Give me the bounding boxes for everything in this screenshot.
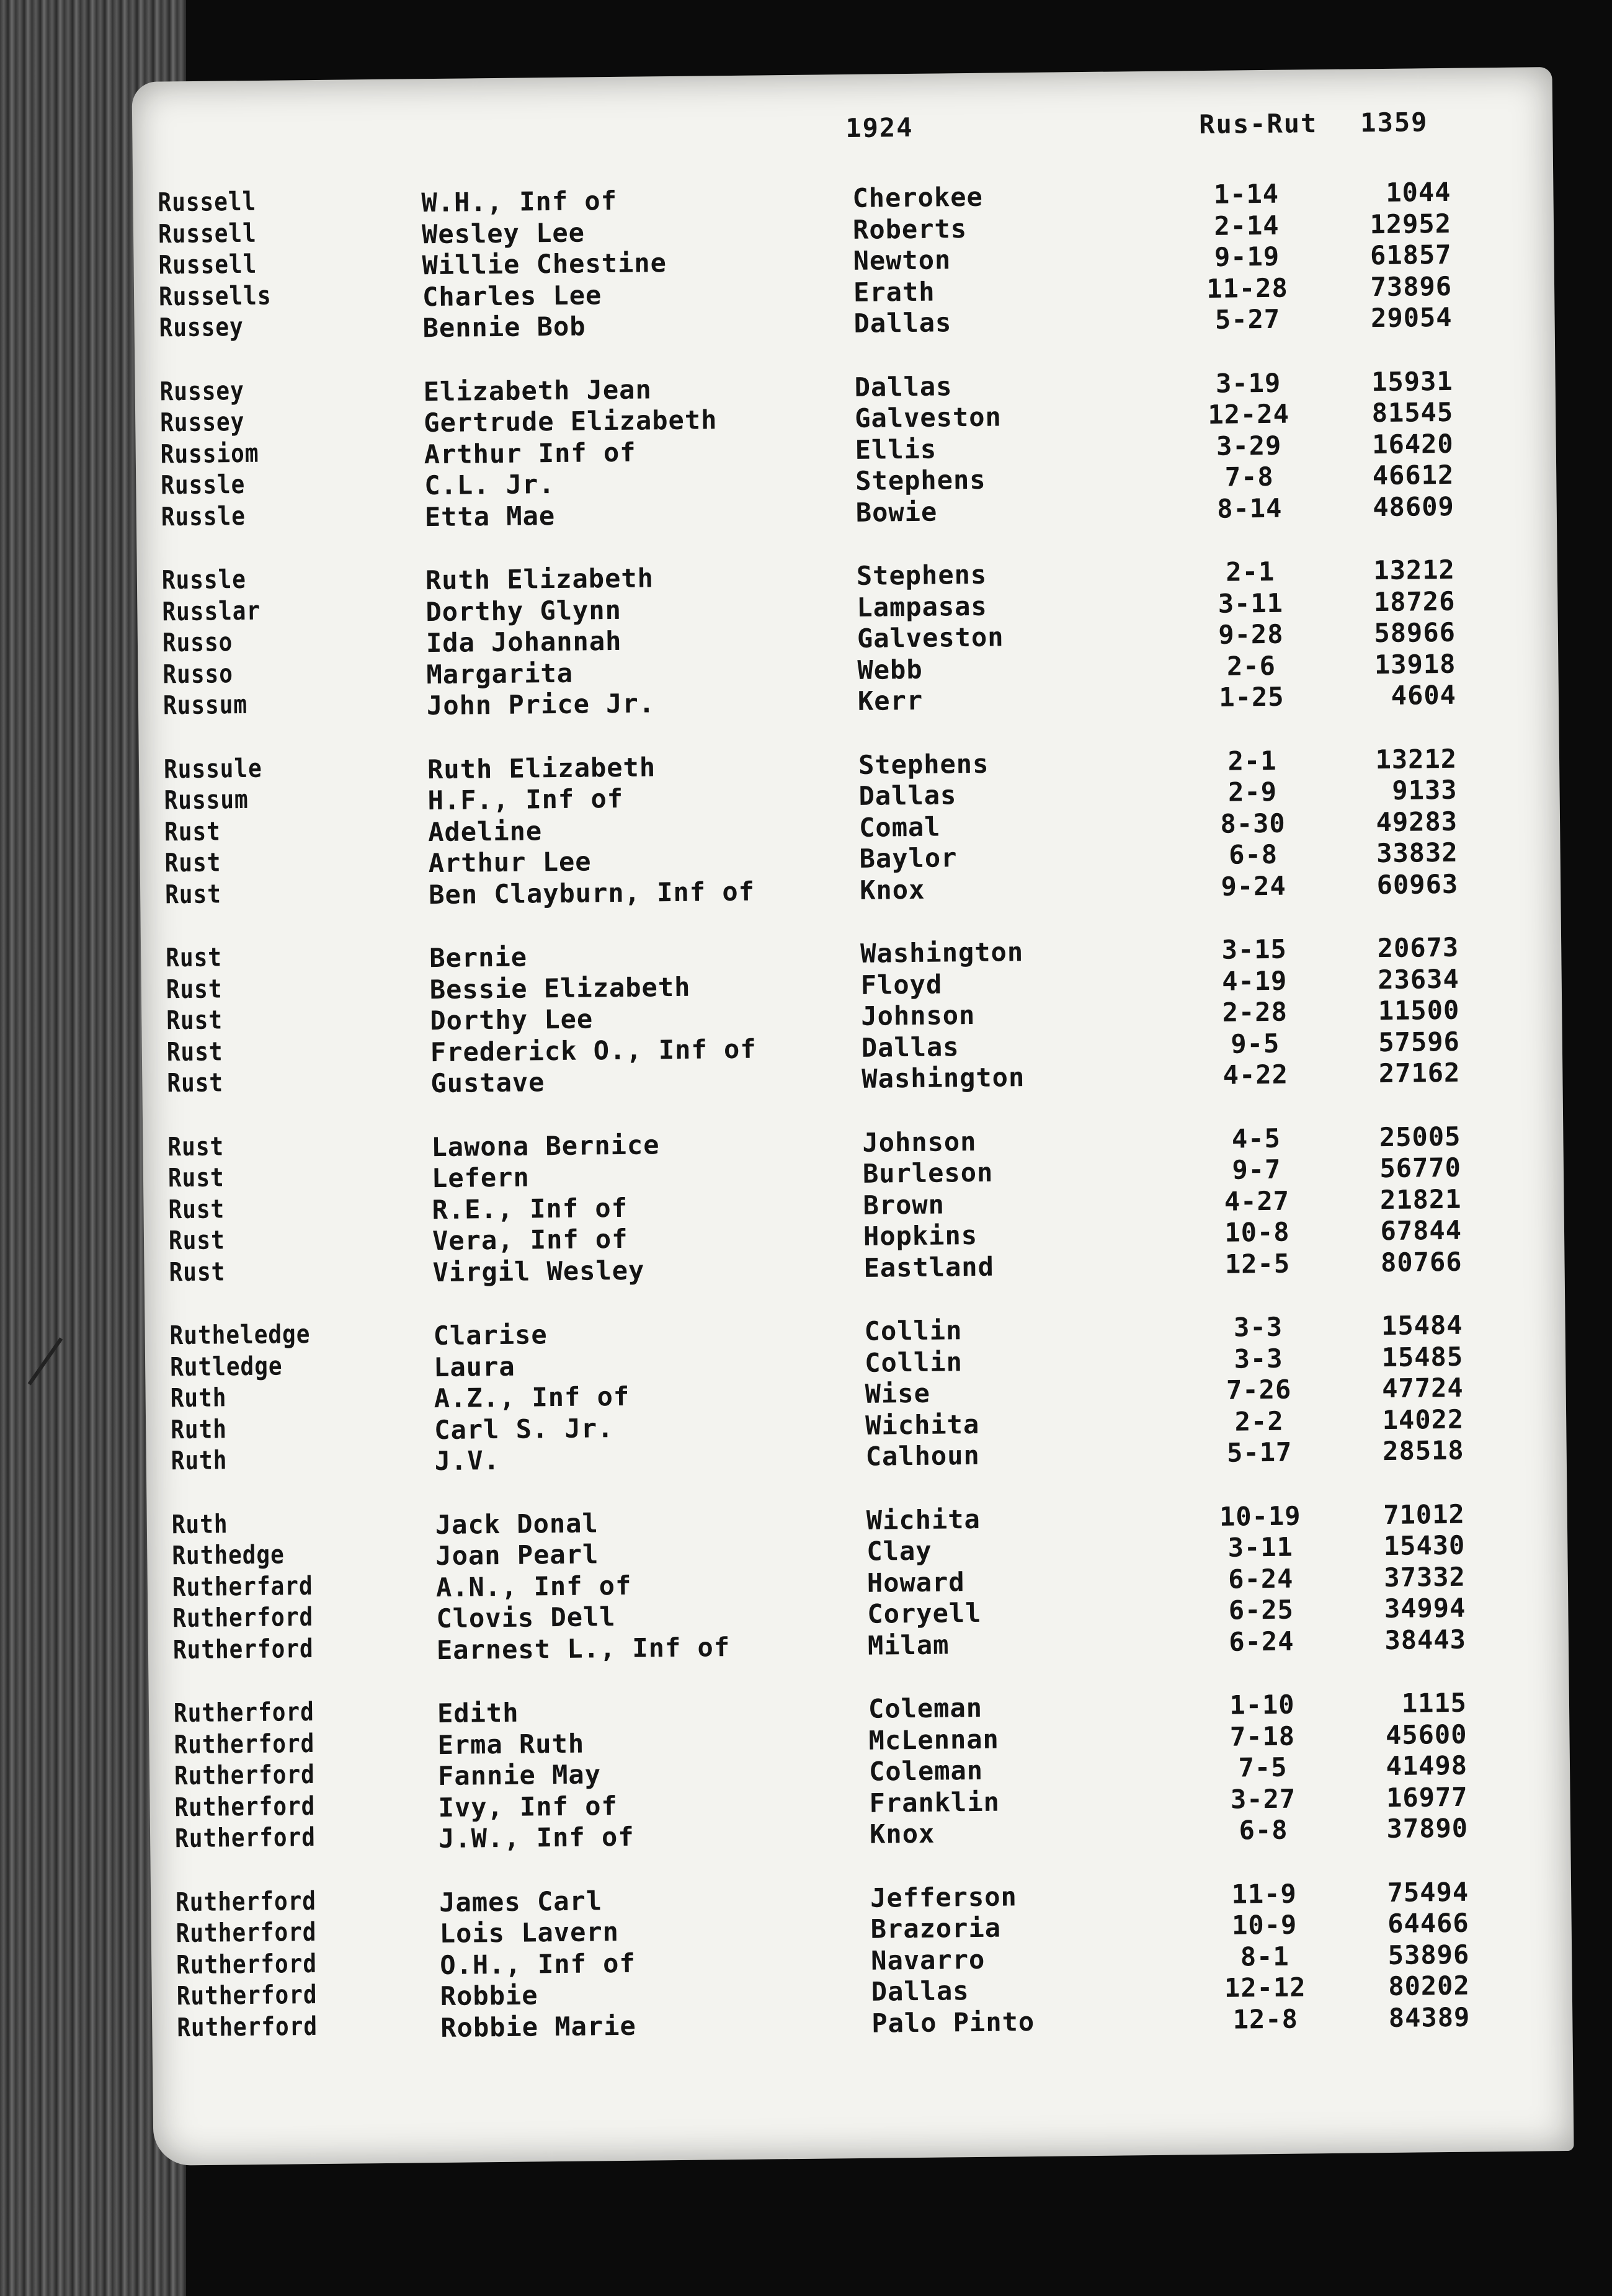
surname: Rust [166, 974, 223, 1005]
date: 2-28 [1222, 996, 1288, 1028]
surname: Ruthedge [172, 1540, 285, 1571]
county: Coryell [867, 1597, 982, 1629]
header-year: 1924 [845, 112, 914, 144]
surname: Russle [161, 501, 246, 532]
certificate-number: 15484 [1381, 1309, 1463, 1342]
surname: Russum [164, 785, 249, 816]
given-name: Arthur Inf of [424, 437, 636, 469]
surname: Rutherford [174, 1729, 315, 1760]
certificate-number: 18726 [1373, 585, 1456, 617]
county: Knox [869, 1818, 935, 1849]
county: Kerr [857, 685, 924, 716]
certificate-number: 47724 [1381, 1372, 1464, 1404]
date: 4-19 [1221, 965, 1288, 997]
county: Collin [864, 1346, 963, 1378]
surname: Ruth [171, 1510, 228, 1540]
surname: Russule [163, 754, 263, 785]
given-name: Gustave [430, 1067, 545, 1099]
surname: Rust [166, 1037, 223, 1067]
surname: Rutherford [174, 1823, 316, 1854]
given-name: Joan Pearl [435, 1539, 599, 1572]
given-name: John Price Jr. [426, 688, 656, 721]
certificate-number: 81545 [1371, 396, 1454, 429]
surname: Russey [159, 313, 244, 343]
given-name: Ida Johannah [425, 625, 622, 659]
certificate-number: 13918 [1374, 648, 1456, 680]
county: Erath [853, 276, 935, 308]
certificate-number: 46612 [1372, 459, 1454, 491]
certificate-number: 49283 [1376, 806, 1458, 837]
given-name: Arthur Lee [428, 846, 592, 879]
surname: Rutherfard [172, 1571, 313, 1603]
certificate-number: 71012 [1383, 1498, 1466, 1530]
given-name: A.Z., Inf of [434, 1381, 630, 1414]
surname: Rust [164, 848, 221, 878]
date: 9-24 [1221, 870, 1286, 902]
given-name: C.L. Jr. [424, 468, 555, 501]
certificate-number: 60963 [1376, 868, 1459, 900]
certificate-number: 20673 [1377, 932, 1459, 964]
given-name: Robbie Marie [440, 2010, 637, 2043]
county: Dallas [871, 1975, 969, 2007]
date: 11-9 [1231, 1878, 1297, 1910]
given-name: Carl S. Jr. [434, 1412, 614, 1445]
date: 4-5 [1231, 1123, 1281, 1154]
given-name: Wesley Lee [421, 216, 586, 249]
surname: Russle [161, 565, 247, 595]
given-name: Erma Ruth [437, 1728, 585, 1760]
county: Wise [865, 1377, 931, 1409]
date: 8-14 [1216, 492, 1283, 524]
surname: Rust [164, 879, 222, 910]
county: Lampasas [857, 590, 987, 623]
surname: Rust [169, 1257, 226, 1288]
certificate-number: 23634 [1378, 963, 1459, 995]
date: 2-6 [1226, 650, 1276, 682]
given-name: Lawona Bernice [431, 1129, 660, 1162]
surname: Rutherford [176, 1918, 317, 1949]
date: 3-15 [1221, 933, 1288, 965]
county: Galveston [857, 621, 1004, 654]
certificate-number: 58966 [1374, 616, 1456, 649]
date: 4-27 [1224, 1185, 1290, 1217]
certificate-number: 1044 [1386, 176, 1451, 208]
county: Howard [866, 1566, 965, 1598]
county: Stephens [856, 559, 987, 591]
surname: Russum [163, 690, 248, 721]
county: Hopkins [863, 1219, 978, 1252]
given-name: Ruth Elizabeth [427, 751, 656, 785]
date: 10-9 [1231, 1909, 1298, 1941]
given-name: Ivy, Inf of [438, 1790, 618, 1823]
surname: Rutherford [172, 1603, 314, 1634]
county: Dallas [861, 1031, 960, 1063]
certificate-number: 14022 [1382, 1404, 1464, 1435]
certificate-number: 15485 [1381, 1341, 1464, 1373]
county: Knox [859, 874, 925, 905]
county: Dallas [854, 370, 953, 403]
county: Newton [853, 244, 951, 276]
surname: Rutherford [175, 1886, 317, 1918]
county: Clay [866, 1535, 932, 1567]
certificate-number: 57596 [1378, 1026, 1461, 1057]
given-name: Bessie Elizabeth [429, 971, 691, 1005]
date: 10-19 [1219, 1500, 1301, 1532]
date: 6-24 [1228, 1563, 1294, 1595]
date: 6-8 [1228, 839, 1278, 870]
given-name: Bennie Bob [422, 311, 586, 344]
county: Ellis [855, 434, 937, 465]
date: 9-5 [1231, 1028, 1280, 1059]
surname: Rutherford [173, 1698, 315, 1729]
surname: Russey [159, 376, 244, 407]
county: Brown [863, 1188, 945, 1221]
date: 12-24 [1208, 398, 1290, 430]
certificate-number: 11500 [1378, 994, 1460, 1026]
given-name: Elizabeth Jean [423, 373, 652, 407]
date: 1-25 [1219, 681, 1285, 713]
given-name: R.E., Inf of [432, 1192, 628, 1225]
given-name: Clarise [433, 1319, 548, 1351]
surname: Russell [158, 218, 257, 249]
given-name: A.N., Inf of [435, 1570, 632, 1603]
given-name: Clovis Dell [436, 1601, 616, 1634]
certificate-number: 4604 [1391, 679, 1457, 711]
certificate-number: 80202 [1388, 1970, 1470, 2002]
surname: Russlar [162, 596, 261, 627]
given-name: Earnest L., Inf of [436, 1631, 731, 1665]
given-name: Dorthy Lee [430, 1003, 594, 1036]
county: Washington [860, 937, 1024, 969]
county: Cherokee [852, 181, 984, 213]
date: 6-25 [1228, 1594, 1294, 1626]
certificate-number: 75494 [1387, 1876, 1469, 1908]
given-name: Margarita [426, 657, 574, 690]
date: 9-19 [1214, 241, 1280, 272]
date: 3-3 [1234, 1343, 1283, 1374]
given-name: W.H., Inf of [421, 185, 618, 218]
date: 2-1 [1226, 556, 1275, 587]
surname: Russey [159, 407, 245, 438]
surname: Rust [167, 1068, 224, 1098]
county: Wichita [866, 1503, 981, 1536]
date: 6-8 [1239, 1814, 1288, 1846]
certificate-number: 33832 [1376, 837, 1458, 869]
certificate-number: 15931 [1371, 365, 1453, 397]
given-name: Edith [437, 1697, 519, 1729]
certificate-number: 38443 [1384, 1624, 1467, 1655]
surname: Rust [164, 817, 221, 847]
surname: Rust [167, 1132, 225, 1162]
county: Floyd [860, 968, 943, 1000]
certificate-number: 84389 [1388, 2001, 1471, 2033]
date: 12-12 [1224, 1972, 1306, 2003]
certificate-number: 34994 [1384, 1592, 1466, 1624]
county: Stephens [855, 464, 986, 496]
county: Galveston [854, 401, 1002, 434]
surname: Russells [158, 281, 272, 312]
date: 3-3 [1233, 1311, 1283, 1343]
county: Comal [858, 811, 941, 843]
county: Navarro [870, 1944, 986, 1976]
certificate-number: 13212 [1375, 743, 1458, 775]
surname: Rutheledge [169, 1320, 311, 1351]
given-name: Willie Chestine [422, 247, 667, 281]
certificate-number: 27162 [1378, 1057, 1461, 1089]
county: Roberts [852, 213, 968, 245]
date: 3-19 [1215, 367, 1281, 399]
surname: Russle [161, 470, 246, 501]
certificate-number: 25005 [1379, 1121, 1461, 1152]
certificate-number: 80766 [1380, 1246, 1463, 1278]
given-name: Dorthy Glynn [425, 594, 622, 627]
index-page [131, 67, 1574, 2166]
surname: Russell [158, 187, 257, 218]
county: Brazoria [870, 1912, 1002, 1944]
county: Coleman [868, 1755, 984, 1787]
given-name: Ruth Elizabeth [425, 563, 654, 596]
county: Milam [867, 1629, 950, 1661]
given-name: H.F., Inf of [427, 783, 624, 816]
county: Dallas [858, 780, 957, 811]
surname: Rust [168, 1226, 225, 1256]
date: 8-1 [1240, 1941, 1289, 1972]
date: 9-28 [1218, 618, 1284, 650]
date: 12-8 [1232, 2003, 1299, 2035]
county: Franklin [869, 1786, 1000, 1818]
county: Coleman [868, 1692, 983, 1724]
certificate-number: 73896 [1370, 270, 1453, 302]
certificate-number: 37890 [1386, 1812, 1469, 1844]
county: Wichita [865, 1408, 980, 1441]
county: Webb [857, 654, 923, 685]
surname: Russiom [160, 438, 259, 469]
certificate-number: 9133 [1392, 774, 1458, 806]
county: Dallas [853, 307, 952, 339]
given-name: Virgil Wesley [432, 1255, 645, 1288]
certificate-number: 12952 [1369, 208, 1452, 239]
date: 7-8 [1224, 461, 1274, 492]
county: Jefferson [870, 1880, 1018, 1913]
date: 8-30 [1220, 808, 1286, 839]
given-name: James Carl [439, 1885, 603, 1918]
surname: Russo [163, 659, 234, 690]
given-name: Jack Donal [435, 1507, 599, 1540]
given-name: Frederick O., Inf of [430, 1033, 757, 1067]
surname: Russell [158, 249, 257, 280]
county: Eastland [863, 1251, 995, 1283]
surname: Rutherford [174, 1791, 316, 1823]
date: 1-14 [1213, 178, 1280, 210]
certificate-number: 67844 [1380, 1214, 1463, 1247]
date: 2-14 [1214, 210, 1280, 241]
certificate-number: 28518 [1383, 1435, 1464, 1467]
date: 2-2 [1234, 1405, 1284, 1437]
certificate-number: 13212 [1373, 554, 1456, 586]
given-name: Vera, Inf of [432, 1223, 628, 1257]
header-range: Rus-Rut [1199, 108, 1318, 140]
surname: Rutherford [176, 1980, 318, 2011]
given-name: Adeline [427, 815, 543, 847]
given-name: Lefern [431, 1162, 530, 1194]
county: Johnson [862, 1126, 977, 1158]
date: 1-10 [1229, 1689, 1295, 1720]
certificate-number: 56770 [1379, 1152, 1462, 1184]
given-name: Etta Mae [424, 500, 556, 532]
surname: Rutledge [169, 1351, 283, 1382]
date: 7-5 [1238, 1751, 1288, 1783]
date: 2-1 [1227, 745, 1277, 776]
surname: Rust [166, 1005, 223, 1036]
date: 6-24 [1229, 1626, 1294, 1657]
certificate-number: 41498 [1386, 1750, 1468, 1782]
county: Johnson [861, 999, 976, 1031]
date: 7-26 [1226, 1374, 1292, 1405]
certificate-number: 1115 [1401, 1687, 1467, 1719]
surname: Russo [162, 628, 233, 658]
certificate-number: 45600 [1385, 1719, 1467, 1750]
county: Palo Pinto [871, 2006, 1035, 2039]
given-name: Ben Clayburn, Inf of [428, 876, 755, 910]
header-volume: 1359 [1360, 107, 1428, 138]
given-name: Fannie May [437, 1759, 602, 1792]
date: 2-9 [1227, 776, 1278, 808]
given-name: O.H., Inf of [440, 1947, 636, 1980]
surname: Rutherford [174, 1760, 316, 1791]
surname: Ruth [170, 1383, 227, 1413]
county: McLennan [868, 1724, 1000, 1756]
county: Collin [864, 1315, 963, 1346]
surname: Rutherford [176, 1949, 318, 1980]
county: Burleson [862, 1157, 994, 1189]
date: 7-18 [1229, 1720, 1296, 1752]
given-name: J.V. [434, 1444, 501, 1477]
date: 12-5 [1224, 1248, 1291, 1279]
given-name: Laura [433, 1351, 515, 1382]
certificate-number: 16977 [1386, 1781, 1468, 1813]
certificate-number: 21821 [1379, 1183, 1462, 1215]
given-name: J.W., Inf of [438, 1821, 635, 1854]
county: Bowie [855, 496, 938, 528]
county: Washington [862, 1062, 1025, 1094]
certificate-number: 61857 [1369, 239, 1452, 271]
given-name: Robbie [440, 1980, 538, 2012]
date: 3-11 [1227, 1531, 1294, 1563]
date: 5-17 [1226, 1436, 1293, 1468]
surname: Rutherford [172, 1634, 314, 1665]
given-name: Lois Lavern [439, 1916, 620, 1949]
surname: Rust [168, 1195, 225, 1225]
given-name: Bernie [429, 941, 528, 974]
date: 3-11 [1218, 587, 1284, 619]
certificate-number: 48609 [1373, 491, 1455, 522]
surname: Rutherford [177, 2011, 318, 2043]
date: 10-8 [1224, 1216, 1290, 1248]
certificate-number: 64466 [1387, 1907, 1469, 1939]
given-name: Gertrude Elizabeth [423, 404, 718, 438]
date: 9-7 [1232, 1154, 1281, 1185]
date: 4-22 [1222, 1059, 1289, 1090]
certificate-number: 37332 [1384, 1561, 1466, 1593]
county: Stephens [858, 748, 989, 780]
surname: Ruth [170, 1415, 228, 1445]
county: Baylor [859, 842, 958, 874]
surname: Ruth [171, 1446, 228, 1476]
date: 3-27 [1230, 1783, 1296, 1815]
certificate-number: 29054 [1370, 301, 1453, 334]
date: 11-28 [1206, 272, 1289, 304]
date: 3-29 [1216, 430, 1282, 461]
date: 5-27 [1214, 303, 1281, 335]
surname: Rust [167, 1163, 225, 1193]
surname: Rust [166, 943, 223, 973]
certificate-number: 53896 [1387, 1939, 1470, 1970]
county: Calhoun [865, 1439, 981, 1472]
certificate-number: 15430 [1383, 1529, 1466, 1562]
certificate-number: 16420 [1372, 428, 1454, 460]
given-name: Charles Lee [422, 279, 602, 312]
